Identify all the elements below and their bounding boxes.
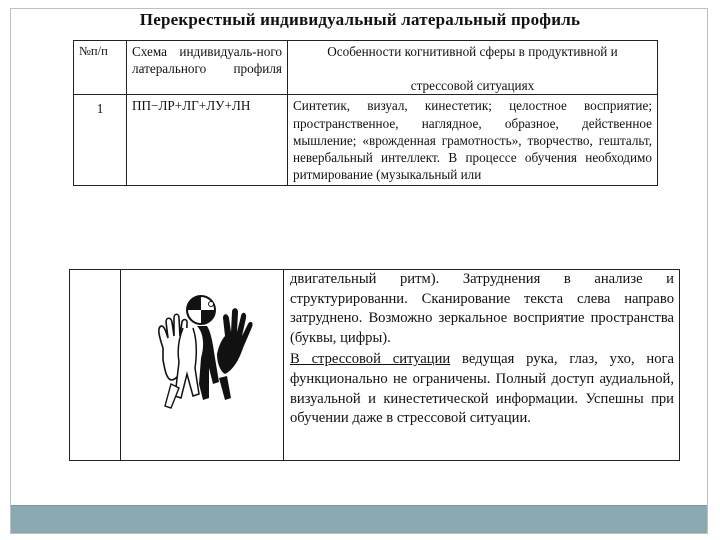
profile-table-bottom [69, 269, 680, 461]
table-header-row [74, 41, 658, 95]
profile-table-top [73, 40, 658, 186]
stress-situation-label: В стрессовой ситуации [290, 351, 451, 368]
slide-footer-bar [11, 505, 707, 533]
table-row [74, 95, 658, 186]
header-desc-line1: Особенности когнитивной сферы в продуктивной и [327, 44, 618, 59]
header-num: №п/п [74, 41, 127, 95]
figure-cell [121, 270, 284, 461]
page-title: Перекрестный индивидуальный латеральный профиль [139, 10, 581, 29]
row-description-cell [288, 95, 658, 186]
description-para-2-text: ведущая рука, глаз, ухо, нога функционально не ограничены. Полный доступ аудиальной, визуальной и кинестетической информации. Успешны при обучении даже в стрессовой ситуации. [290, 351, 674, 427]
row-description: Синтетик, визуал, кинестетик; целостное восприятие; пространственное, наглядное, образное, действенное мышление; «врожденная грамотность», творчество, гештальт, невербальный интеллект. В процессе обучения необходимо ритмирование (музыкальный или [293, 98, 652, 183]
row-number: 1 [74, 95, 127, 186]
header-scheme: Схема индивидуаль-ного латерального профиля [127, 41, 288, 95]
header-description [288, 41, 658, 95]
description-para-1: двигательный ритм). Затруднения в анализе и структурированни. Сканирование текста слева направо затруднено. Возможно зеркальное восприятие пространства (буквы, цифры). [290, 271, 674, 346]
row-scheme: ПП−ЛР+ЛГ+ЛУ+ЛН [127, 95, 288, 186]
lateral-profile-hands-figure-icon [153, 288, 253, 413]
row-number-empty [70, 270, 121, 461]
description-continued [284, 270, 680, 461]
table-row-continued [70, 270, 680, 461]
description-para-2 [290, 350, 674, 428]
header-desc-line2: стрессовой ситуациях [410, 78, 535, 94]
